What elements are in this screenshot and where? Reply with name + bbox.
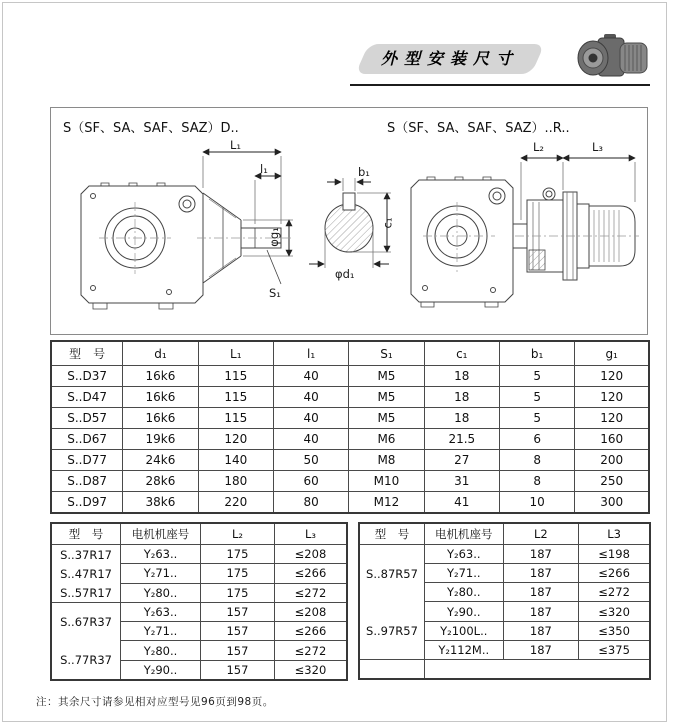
value-cell: 31: [424, 471, 499, 492]
value-cell: M5: [349, 408, 424, 429]
shaft-section-drawing: [299, 164, 404, 286]
footnote: 注：其余尺寸请参见相对应型号见96页到98页。: [36, 696, 274, 708]
value-cell: ≤350: [579, 621, 650, 640]
dim-label-S1: S₁: [269, 286, 281, 300]
model-cell: S..D97: [51, 492, 123, 514]
value-cell: 8: [499, 450, 574, 471]
value-cell: 28k6: [123, 471, 198, 492]
value-cell: 187: [503, 621, 579, 640]
table-row: [359, 545, 650, 564]
value-cell: 220: [198, 492, 273, 514]
drawing-panel: [50, 107, 648, 335]
model-group-cell: [51, 603, 121, 681]
left-drawing-label: S（SF、SA、SAF、SAZ）D..: [63, 121, 239, 136]
value-cell: 40: [273, 366, 348, 387]
value-cell: 187: [503, 640, 579, 659]
value-cell: 160: [575, 429, 649, 450]
model-label: S..97R57: [366, 623, 418, 638]
motor-frame-cell: Y₂80..: [121, 641, 201, 660]
motor-frame-cell: Y₂71..: [121, 622, 201, 641]
value-cell: 120: [198, 429, 273, 450]
value-cell: 120: [575, 408, 649, 429]
dim-label-c1: c₁: [380, 217, 395, 229]
value-cell: 27: [424, 450, 499, 471]
model-cell: S..D57: [51, 408, 123, 429]
motor-frame-cell: Y₂71..: [121, 564, 201, 583]
empty-cell: [424, 660, 650, 680]
value-cell: ≤320: [274, 660, 347, 680]
value-cell: 5: [499, 408, 574, 429]
column-header: L₁: [198, 341, 273, 366]
dim-label-b1: b₁: [358, 165, 370, 179]
value-cell: 60: [273, 471, 348, 492]
value-cell: 300: [575, 492, 649, 514]
value-cell: 16k6: [123, 408, 198, 429]
value-cell: ≤266: [274, 564, 347, 583]
outline-drawing-r-type: [401, 138, 641, 334]
dim-label-l1: l₁: [260, 162, 268, 176]
value-cell: 120: [575, 387, 649, 408]
motor-frame-cell: Y₂90..: [424, 602, 503, 621]
model-label: S..67R37: [60, 615, 112, 629]
value-cell: 6: [499, 429, 574, 450]
value-cell: 5: [499, 366, 574, 387]
value-cell: 8: [499, 471, 574, 492]
column-header: L₂: [200, 523, 274, 545]
motor-frame-cell: Y₂80..: [121, 583, 201, 602]
value-cell: 16k6: [123, 366, 198, 387]
value-cell: 38k6: [123, 492, 198, 514]
value-cell: 18: [424, 408, 499, 429]
header-row: [51, 523, 347, 545]
column-header: L₃: [274, 523, 347, 545]
value-cell: 10: [499, 492, 574, 514]
right-motor-table: [358, 522, 651, 680]
table-row: [51, 366, 649, 387]
right-drawing-label: S（SF、SA、SAF、SAZ）..R..: [387, 121, 570, 136]
outline-drawing-d-type: [63, 138, 295, 334]
column-header: b₁: [499, 341, 574, 366]
motor-frame-cell: Y₂63..: [424, 545, 503, 564]
value-cell: 16k6: [123, 387, 198, 408]
value-cell: 120: [575, 366, 649, 387]
column-header: g₁: [575, 341, 649, 366]
model-group-cell: [359, 545, 424, 660]
value-cell: 157: [200, 603, 274, 622]
column-header: 型 号: [51, 523, 121, 545]
value-cell: 115: [198, 387, 273, 408]
value-cell: ≤208: [274, 545, 347, 564]
value-cell: 140: [198, 450, 273, 471]
model-group-stack: [360, 545, 424, 659]
empty-cell: [359, 660, 424, 680]
value-cell: 80: [273, 492, 348, 514]
value-cell: 175: [200, 564, 274, 583]
value-cell: 41: [424, 492, 499, 514]
column-header: L3: [579, 523, 650, 545]
value-cell: 250: [575, 471, 649, 492]
table-row: [51, 408, 649, 429]
model-group-stack: [52, 545, 120, 602]
value-cell: ≤375: [579, 640, 650, 659]
header-row: [359, 523, 650, 545]
value-cell: 175: [200, 583, 274, 602]
dim-label-L2: L₂: [533, 140, 545, 154]
motor-frame-cell: Y₂71..: [424, 564, 503, 583]
value-cell: ≤272: [274, 583, 347, 602]
gear-motor-photo-icon: [576, 30, 650, 80]
value-cell: 187: [503, 583, 579, 602]
motor-frame-cell: Y₂63..: [121, 545, 201, 564]
model-group-cell: [51, 545, 121, 603]
value-cell: 19k6: [123, 429, 198, 450]
table-row: [51, 387, 649, 408]
header-row: [51, 341, 649, 366]
value-cell: 40: [273, 408, 348, 429]
table-row: [51, 471, 649, 492]
table-row: [51, 429, 649, 450]
model-cell: S..D77: [51, 450, 123, 471]
value-cell: ≤272: [274, 641, 347, 660]
value-cell: M6: [349, 429, 424, 450]
header-divider: [350, 84, 650, 86]
value-cell: M10: [349, 471, 424, 492]
column-header: c₁: [424, 341, 499, 366]
value-cell: ≤208: [274, 603, 347, 622]
main-dimension-table: [50, 340, 650, 514]
gearmotor-drawing: [401, 138, 641, 334]
dim-label-L3: L₃: [592, 140, 604, 154]
value-cell: 175: [200, 545, 274, 564]
table-row: [51, 603, 347, 622]
value-cell: M12: [349, 492, 424, 514]
model-cell: S..D87: [51, 471, 123, 492]
value-cell: 115: [198, 366, 273, 387]
model-label: S..87R57: [366, 566, 418, 581]
value-cell: ≤320: [579, 602, 650, 621]
model-group-stack: [52, 603, 120, 679]
value-cell: 40: [273, 429, 348, 450]
model-cell: S..D47: [51, 387, 123, 408]
value-cell: 187: [503, 564, 579, 583]
empty-row: [359, 660, 650, 680]
column-header: 电机机座号: [121, 523, 201, 545]
motor-frame-cell: Y₂100L..: [424, 621, 503, 640]
title-banner: [362, 44, 538, 74]
value-cell: 157: [200, 622, 274, 641]
left-motor-table: [50, 522, 348, 681]
value-cell: 180: [198, 471, 273, 492]
column-header: L2: [503, 523, 579, 545]
table-row: [51, 450, 649, 471]
table-row: [51, 545, 347, 564]
motor-frame-cell: Y₂112M..: [424, 640, 503, 659]
br-table-body: [359, 545, 650, 680]
value-cell: 50: [273, 450, 348, 471]
column-header: d₁: [123, 341, 198, 366]
value-cell: 24k6: [123, 450, 198, 471]
page-title: 外型安装尺寸: [380, 49, 519, 68]
table-row: [51, 492, 649, 514]
bl-table-body: [51, 545, 347, 681]
column-header: 型 号: [359, 523, 424, 545]
value-cell: ≤198: [579, 545, 650, 564]
motor-frame-cell: Y₂90..: [121, 660, 201, 680]
value-cell: 18: [424, 366, 499, 387]
value-cell: M5: [349, 366, 424, 387]
value-cell: 187: [503, 545, 579, 564]
column-header: 型 号: [51, 341, 123, 366]
value-cell: M8: [349, 450, 424, 471]
main-table-body: [51, 366, 649, 514]
value-cell: 21.5: [424, 429, 499, 450]
value-cell: 187: [503, 602, 579, 621]
motor-frame-cell: Y₂80..: [424, 583, 503, 602]
model-cell: S..D37: [51, 366, 123, 387]
value-cell: 5: [499, 387, 574, 408]
value-cell: ≤272: [579, 583, 650, 602]
motor-frame-cell: Y₂63..: [121, 603, 201, 622]
value-cell: 157: [200, 641, 274, 660]
dim-label-d1: φd₁: [335, 267, 355, 281]
value-cell: ≤266: [579, 564, 650, 583]
value-cell: M5: [349, 387, 424, 408]
dim-label-L1: L₁: [230, 138, 242, 152]
column-header: 电机机座号: [424, 523, 503, 545]
dim-label-g1: φg₁: [266, 227, 281, 247]
value-cell: 40: [273, 387, 348, 408]
value-cell: 157: [200, 660, 274, 680]
model-cell: S..D67: [51, 429, 123, 450]
value-cell: 115: [198, 408, 273, 429]
model-label: S..57R17: [60, 585, 112, 600]
value-cell: 200: [575, 450, 649, 471]
model-label: S..37R17: [60, 547, 112, 562]
value-cell: ≤266: [274, 622, 347, 641]
column-header: S₁: [349, 341, 424, 366]
model-label: S..77R37: [60, 653, 112, 667]
column-header: l₁: [273, 341, 348, 366]
value-cell: 18: [424, 387, 499, 408]
model-label: S..47R17: [60, 566, 112, 581]
